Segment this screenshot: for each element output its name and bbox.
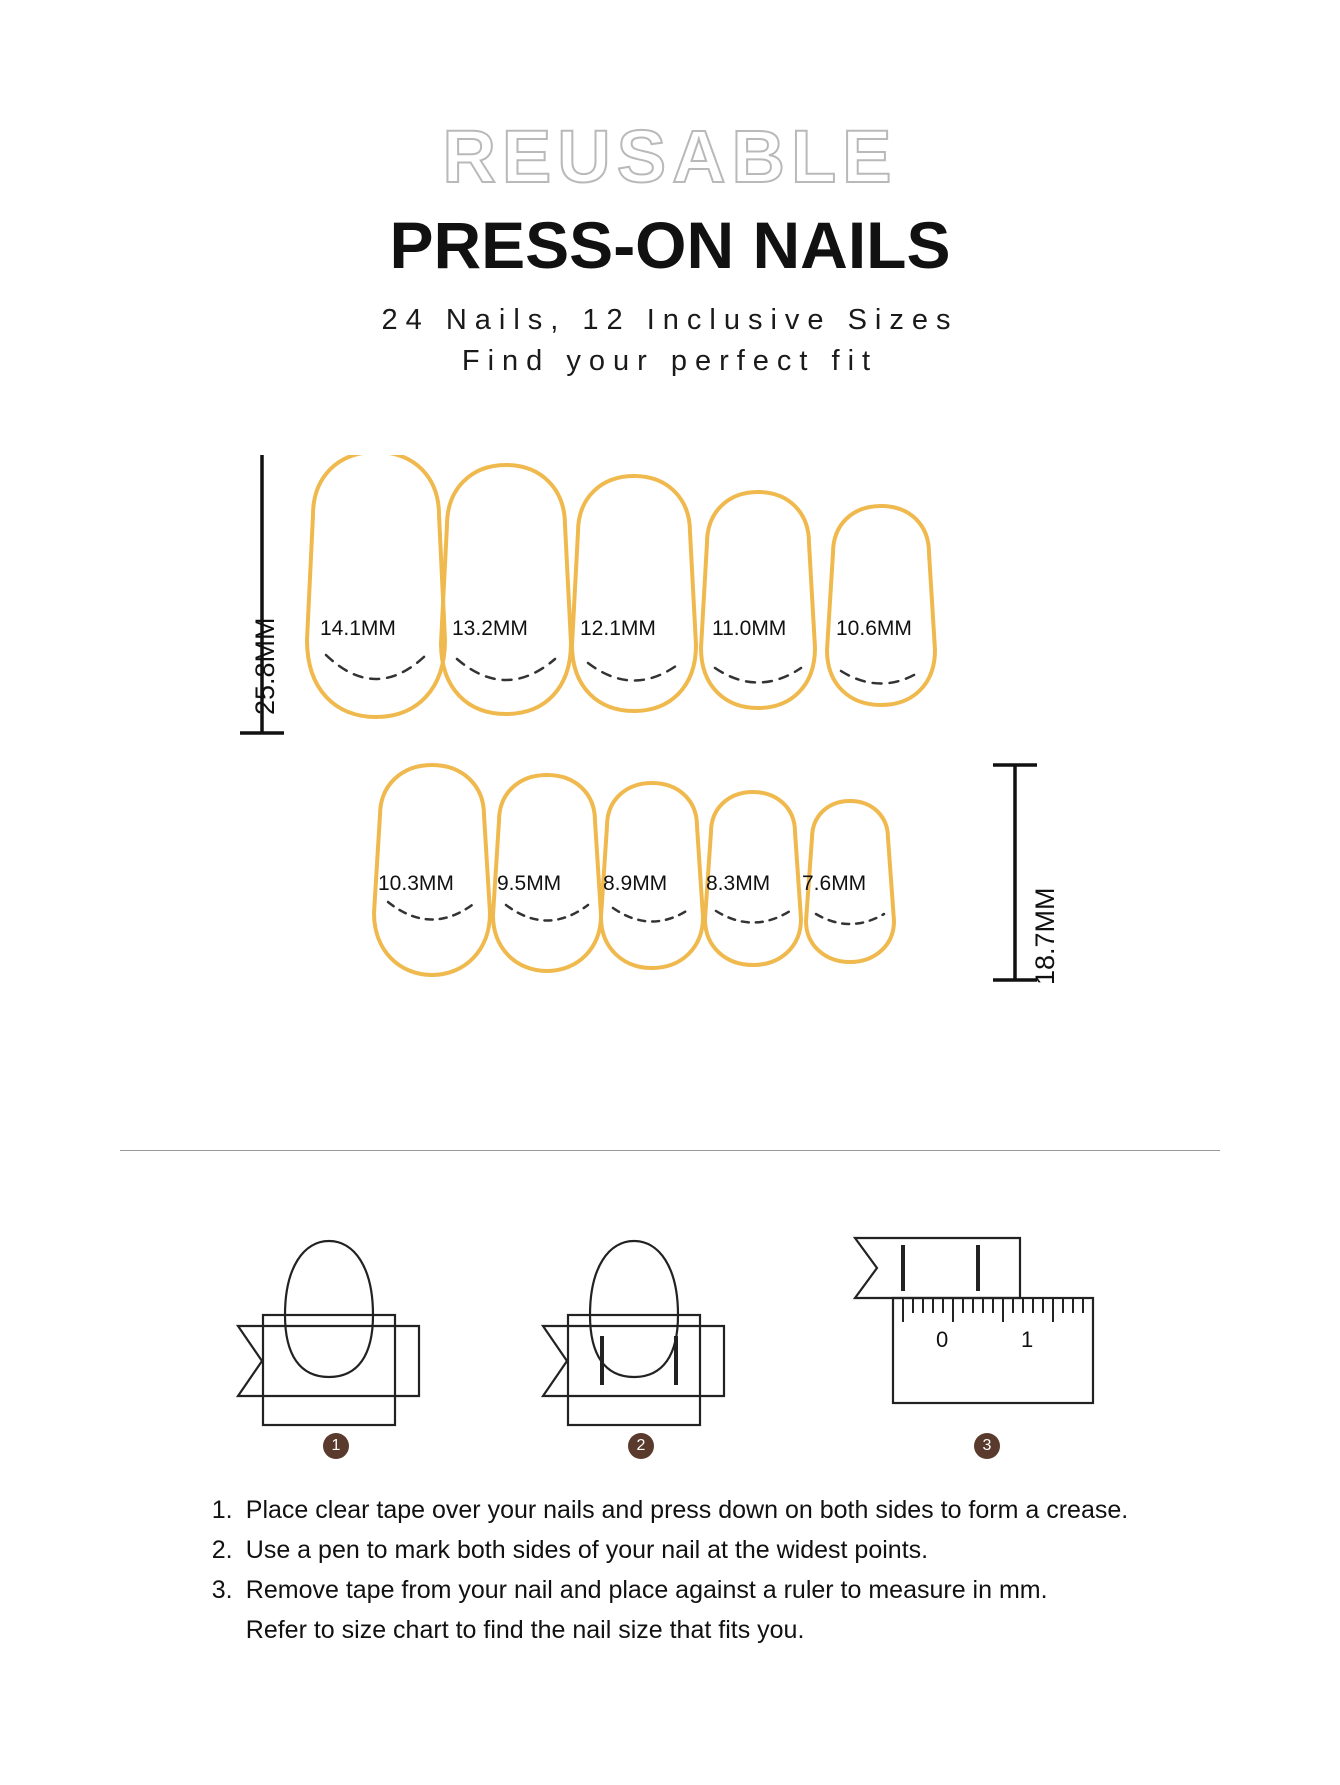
step-badge-1: 1 [323, 1433, 349, 1459]
subtitle-line-1: 24 Nails, 12 Inclusive Sizes [381, 304, 959, 336]
instruction-text-3: Remove tape from your nail and place against a ruler to measure in mm. [245, 1576, 1048, 1604]
nail-width-label-9: 8.3MM [706, 872, 771, 895]
page-title: PRESS-ON NAILS [389, 208, 951, 282]
step-2-illustration [543, 1241, 724, 1425]
instruction-item-1 [212, 1490, 1128, 1530]
nail-width-label-10: 7.6MM [802, 872, 867, 895]
nail-width-label-6: 10.3MM [378, 872, 454, 895]
nail-width-label-1: 14.1MM [320, 617, 396, 640]
page-title-outline: REUSABLE [442, 115, 898, 198]
section-divider [120, 1150, 1220, 1151]
instruction-item-3 [212, 1570, 1128, 1610]
dimension-label-top-row-height: 25.8MM [250, 617, 280, 715]
instruction-continuation: Refer to size chart to find the nail size that fits you. [245, 1616, 805, 1644]
nail-width-label-3: 12.1MM [580, 617, 656, 640]
nail-width-label-7: 9.5MM [497, 872, 562, 895]
nail-width-label-4: 11.0MM [712, 617, 787, 640]
instruction-text-1: Place clear tape over your nails and press down on both sides to form a crease. [245, 1496, 1129, 1524]
instruction-item-2 [212, 1530, 1128, 1570]
step-badge-3: 3 [974, 1433, 1000, 1459]
header [0, 115, 1340, 378]
nail-width-label-8: 8.9MM [603, 872, 668, 895]
steps-svg [0, 1205, 1340, 1465]
nail-shapes-svg [0, 455, 1340, 1075]
nail-width-label-5: 10.6MM [836, 617, 912, 640]
instruction-text-2: Use a pen to mark both sides of your nail at the widest points. [245, 1536, 929, 1564]
ruler-tick-label-0: 0 [936, 1327, 949, 1352]
step-1-illustration [238, 1241, 419, 1425]
nail-width-label-2: 13.2MM [452, 617, 528, 640]
instruction-number-2: 2. [211, 1536, 233, 1564]
steps-illustrations [0, 1205, 1340, 1465]
instructions-list [0, 1490, 1340, 1650]
ruler-tick-label-1: 1 [1021, 1327, 1034, 1352]
instruction-number-3: 3. [211, 1576, 233, 1604]
nail-size-chart [0, 455, 1340, 1075]
step-3-illustration [855, 1238, 1093, 1403]
instruction-number-1: 1. [211, 1496, 233, 1524]
dimension-label-bottom-row-height: 18.7MM [1030, 887, 1060, 985]
step-badge-2: 2 [628, 1433, 654, 1459]
subtitle-line-2: Find your perfect fit [461, 345, 879, 377]
